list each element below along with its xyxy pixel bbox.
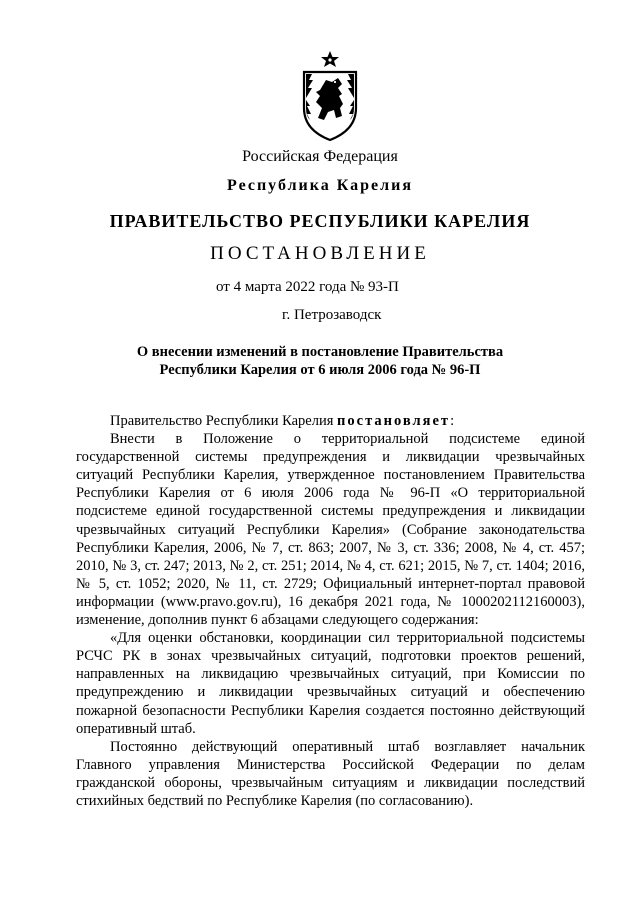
document-city: г. Петрозаводск (282, 307, 382, 323)
opening-emphasis: постановляет (337, 413, 451, 429)
opening-suffix: : (450, 413, 455, 429)
document-subject: О внесении изменений в постановление Правительства Республики Карелия от 6 июля 2006 года № 96-П (136, 344, 504, 378)
paragraph-3: Постоянно действующий оперативный штаб возглавляет начальник Главного управления Министерства Российской Федерации по делам гражданской обороны, чрезвычайным ситуациям и ликвидации последствий стихийных бедствий по Республике Карелия (по согласованию). (76, 738, 585, 809)
karelia-coat-of-arms-icon (298, 50, 362, 142)
document-body (76, 412, 585, 810)
republic-name: Республика Карелия (227, 177, 413, 194)
paragraph-2: «Для оценки обстановки, координации сил территориальной подсистемы РСЧС РК в зонах чрезвычайных ситуаций, подготовки проектов решений, направленных на ликвидацию чрезвычайных ситуаций, при Комиссии по предупреждению и ликвидации чрезвычайных ситуаций и обеспечению пожарной безопасности Республики Карелия создается постоянно действующий оперативный штаб. (76, 630, 585, 737)
paragraph-1: Внести в Положение о территориальной подсистеме единой государственной системы предупреждения и ликвидации чрезвычайных ситуаций Республики Карелия, утвержденное постановлением Правительства Республики Карелия от 6 июля 2006 года № 96-П «О территориальной подсистеме единой государственной системы предупреждения и ликвидации чрезвычайных ситуаций Республики Карелия» (Собрание законодательства Республики Карелия, 2006, № 7, ст. 863; 2007, № 3, ст. 336; 2008, № 4, ст. 457; 2010, № 3, ст. 247; 2013, № 2, ст. 251; 2014, № 4, ст. 621; 2015, № 7, ст. 1404; 2016, № 5, ст. 1052; 2020, № 11, ст. 2729; Официальный интернет-портал правовой информации (www.pravo.gov.ru), 16 декабря 2021 года, № 1000202112160003), изменение, дополнив пункт 6 абзацами следующего содержания: (76, 431, 585, 629)
opening-prefix: Правительство Республики Карелия (110, 413, 338, 429)
opening-line (76, 412, 585, 430)
country-name: Российская Федерация (242, 148, 398, 165)
government-name: ПРАВИТЕЛЬСТВО РЕСПУБЛИКИ КАРЕЛИЯ (109, 211, 531, 231)
document-date-number: от 4 марта 2022 года № 93-П (216, 279, 399, 295)
document-type: ПОСТАНОВЛЕНИЕ (210, 243, 430, 264)
